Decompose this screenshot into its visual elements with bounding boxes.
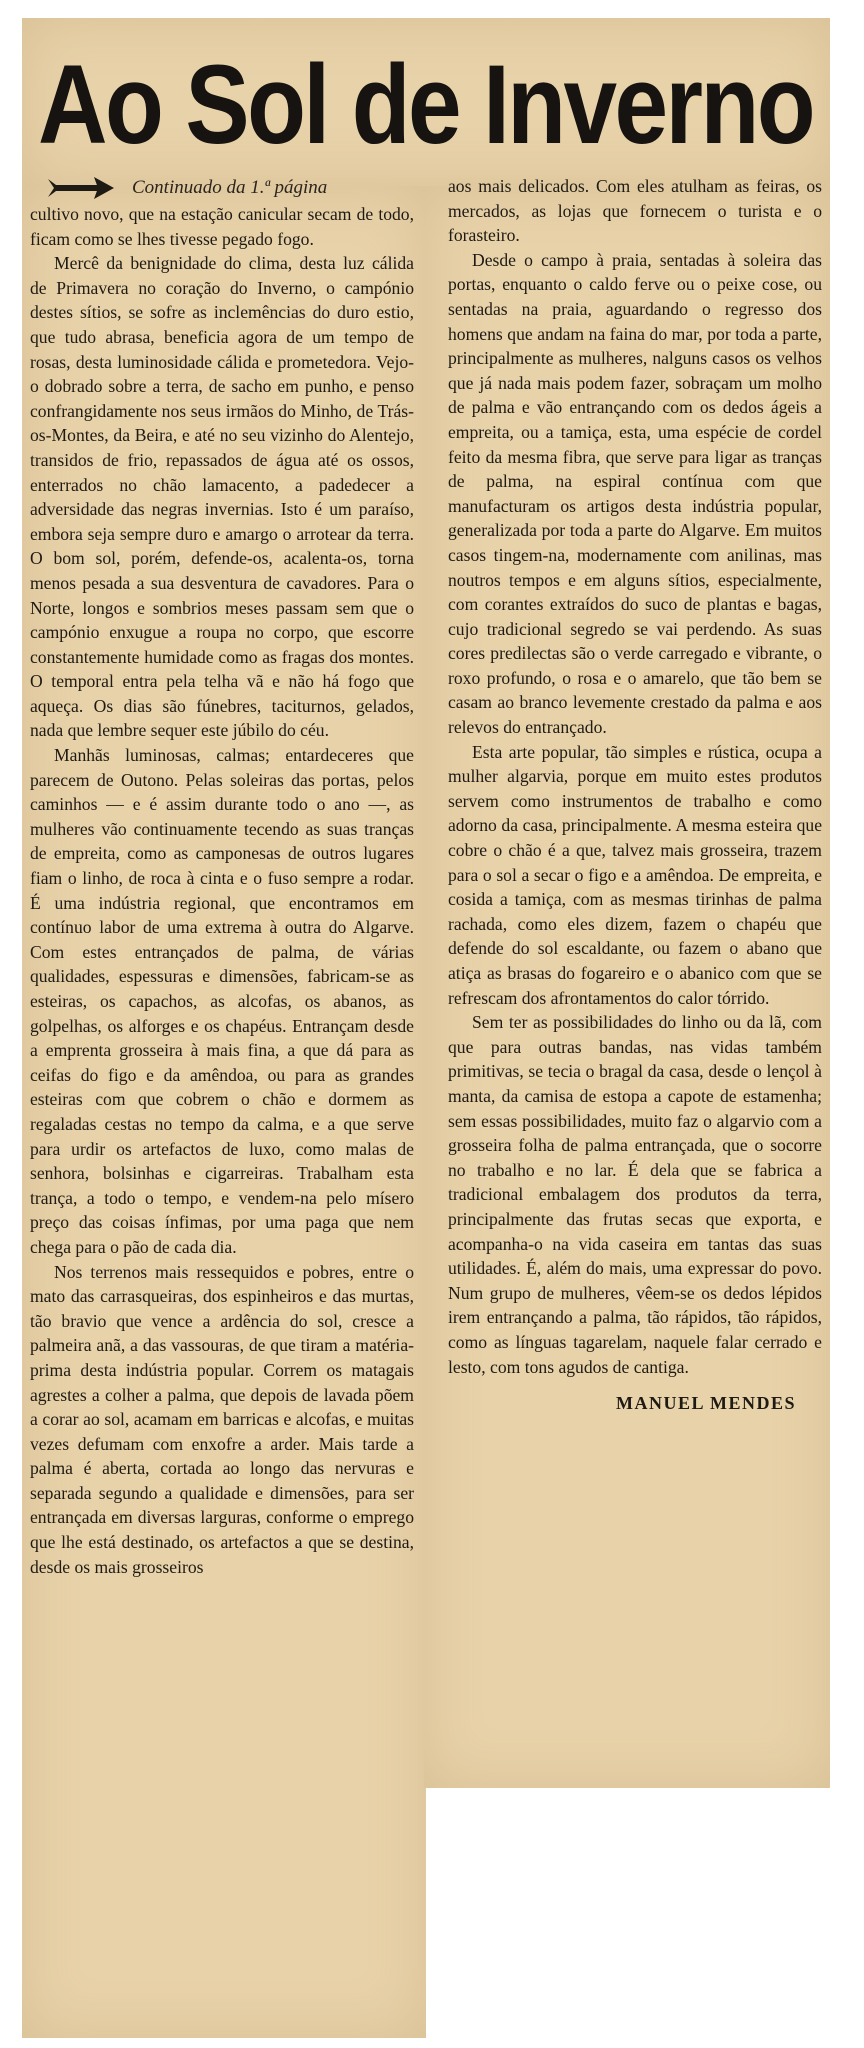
article-column-right bbox=[448, 174, 822, 1416]
paragraph: Desde o campo à praia, sentadas à soleira das portas, enquanto o caldo ferve ou o peixe cose, ou sentadas na praia, aguardando o regresso dos homens que andam na faina do mar, por toda a parte, principalmente as mulheres, nalguns casos os velhos que já nada mais podem fazer, sobraçam um molho de palma e vão entrançando com os dedos ágeis a empreita, ou a tamiça, esta, uma espécie de cordel feito da mesma fibra, que serve para ligar as tranças de palma, na espiral contínua com que manufacturam os artigos desta indústria popular, generalizada por toda a parte do Algarve. Em muitos casos tingem-na, modernamente com anilinas, mas noutros tempos e em alguns sítios, especialmente, com corantes extraídos do suco de plantas e bagas, cujo tradicional segredo se vai perdendo. As suas cores predilectas são o verde carregado e vibrante, o roxo profundo, o rosa e o amarelo, que tão bem se casam ao branco levemente crestado da palma e aos relevos do entrançado. bbox=[448, 249, 822, 738]
arrow-right-icon bbox=[46, 175, 116, 201]
paragraph: cultivo novo, que na estação canicular secam de todo, ficam como se lhes tivesse pegado fogo. bbox=[30, 204, 414, 249]
paragraph: aos mais delicados. Com eles atulham as feiras, os mercados, as lojas que fornecem o turista e o forasteiro. bbox=[448, 176, 822, 246]
author-byline: MANUEL MENDES bbox=[615, 1393, 796, 1414]
paragraph: Sem ter as possibilidades do linho ou da lã, com que para outras bandas, nas vidas também primitivas, se tecia o bragal da casa, desde o lençol à manta, da camisa de estopa a capote de estamenha; sem essas possibilidades, muito faz o algarvio com a grosseira folha de palma entrançada, que o socorre no trabalho e no lar. É dela que se fabrica a tradicional embalagem dos produtos da terra, principalmente das frutas secas que exporta, e acompanha-o na vida caseira em tantas das suas utilidades. É, além do mais, uma expressar do povo. Num grupo de mulheres, vêem-se os dedos lépidos irem entrançando a palma, tão rápidos, tão rápidos, como as línguas tagarelam, naquele falar cerrado e lesto, com tons agudos de cantiga. bbox=[448, 1012, 822, 1377]
article-column-left bbox=[30, 174, 414, 1579]
paragraph: Mercê da benignidade do clima, desta luz cálida de Primavera no coração do Inverno, o campónio destes sítios, se sofre as inclemências do duro estio, que tudo abrasa, beneficia agora de um tempo de rosas, desta luminosidade cálida e prometedora. Vejo-o dobrado sobre a terra, de sacho em punho, e penso confrangidamente nos seus irmãos do Minho, de Trás-os-Montes, da Beira, e até no seu vizinho do Alentejo, transidos de frio, repassados de água até os ossos, enterrados no chão lamacento, a padedecer a adversidade das negras invernias. Isto é um paraíso, embora seja sempre duro e amargo o arrotear da terra. O bom sol, porém, defende-os, acalenta-os, torna menos pesada a sua desventura de cavadores. Para o Norte, longos e sombrios meses passam sem que o campónio enxugue a roupa no corpo, que escorre constantemente humidade como as fragas dos montes. O temporal entra pela telha vã e não há fogo que aqueça. Os dias são fúnebres, taciturnos, gelados, nada que lembre sequer este júbilo do céu. bbox=[30, 253, 414, 741]
paragraph: Esta arte popular, tão simples e rústica, ocupa a mulher algarvia, porque em muito estes produtos servem como instrumentos de trabalho e como adorno da casa, principalmente. A mesma esteira que cobre o chão é a que, talvez mais grosseira, trazem para o sol a secar o figo e a amêndoa. De empreita, e cosida a tamiça, com as mesmas tirinhas de palma rachada, como eles dizem, fazem o chapéu que defende do sol escaldante, ou fazem o abano que atiça as brasas do fogareiro e o abanico com que se refrescam dos afrontamentos do calor tórrido. bbox=[448, 741, 822, 1008]
article-headline: Ao Sol de Inverno bbox=[38, 42, 813, 167]
continued-note: Continuado da 1.ª página bbox=[132, 176, 328, 198]
paragraph: Nos terrenos mais ressequidos e pobres, entre o mato das carrasqueiras, dos espinheiros e das murtas, tão bravio que vence a ardência do sol, cresce a palmeira anã, a das vassouras, de que tiram a matéria-prima desta indústria popular. Correm os matagais agrestes a colher a palma, que depois de lavada põem a corar ao sol, acamam em barricas e alcofas, e muitas vezes defumam com enxofre a arder. Mais tarde a palma é aberta, cortada ao longo das nervuras e separada segundo a qualidade e dimensões, para ser entrançada em diversas larguras, conforme o emprego que lhe está destinado, os artefactos a que se destina, desde os mais grosseiros bbox=[30, 1261, 414, 1577]
continuation-line bbox=[30, 174, 414, 202]
paragraph: Manhãs luminosas, calmas; entardeceres que parecem de Outono. Pelas soleiras das portas, pelos caminhos — e é assim durante todo o ano —, as mulheres vão continuamente tecendo as suas tranças de empreita, como as camponesas de outros lugares fiam o linho, de roca à cinta e o fuso sempre a rodar. É uma indústria regional, que encontramos em contínuo labor de uma extrema à outra do Algarve. Com estes entrançados de palma, de várias qualidades, espessuras e dimensões, fabricam-se as esteiras, os capachos, as alcofas, os abanos, as golpelhas, os alforges e os chapéus. Entrançam desde a emprenta grosseira à mais fina, a que dá para as ceifas do figo e da amêndoa, ou para as grandes esteiras com que cobrem o chão e dormem as regaladas cestas no tempo da calma, e a que serve para urdir os artefactos de luxo, como malas de senhora, bolsinhas e cigarreiras. Trabalham esta trança, a todo o tempo, e vendem-na pelo mísero preço das coisas ínfimas, por uma paga que nem chega para o pão de cada dia. bbox=[30, 745, 414, 1257]
